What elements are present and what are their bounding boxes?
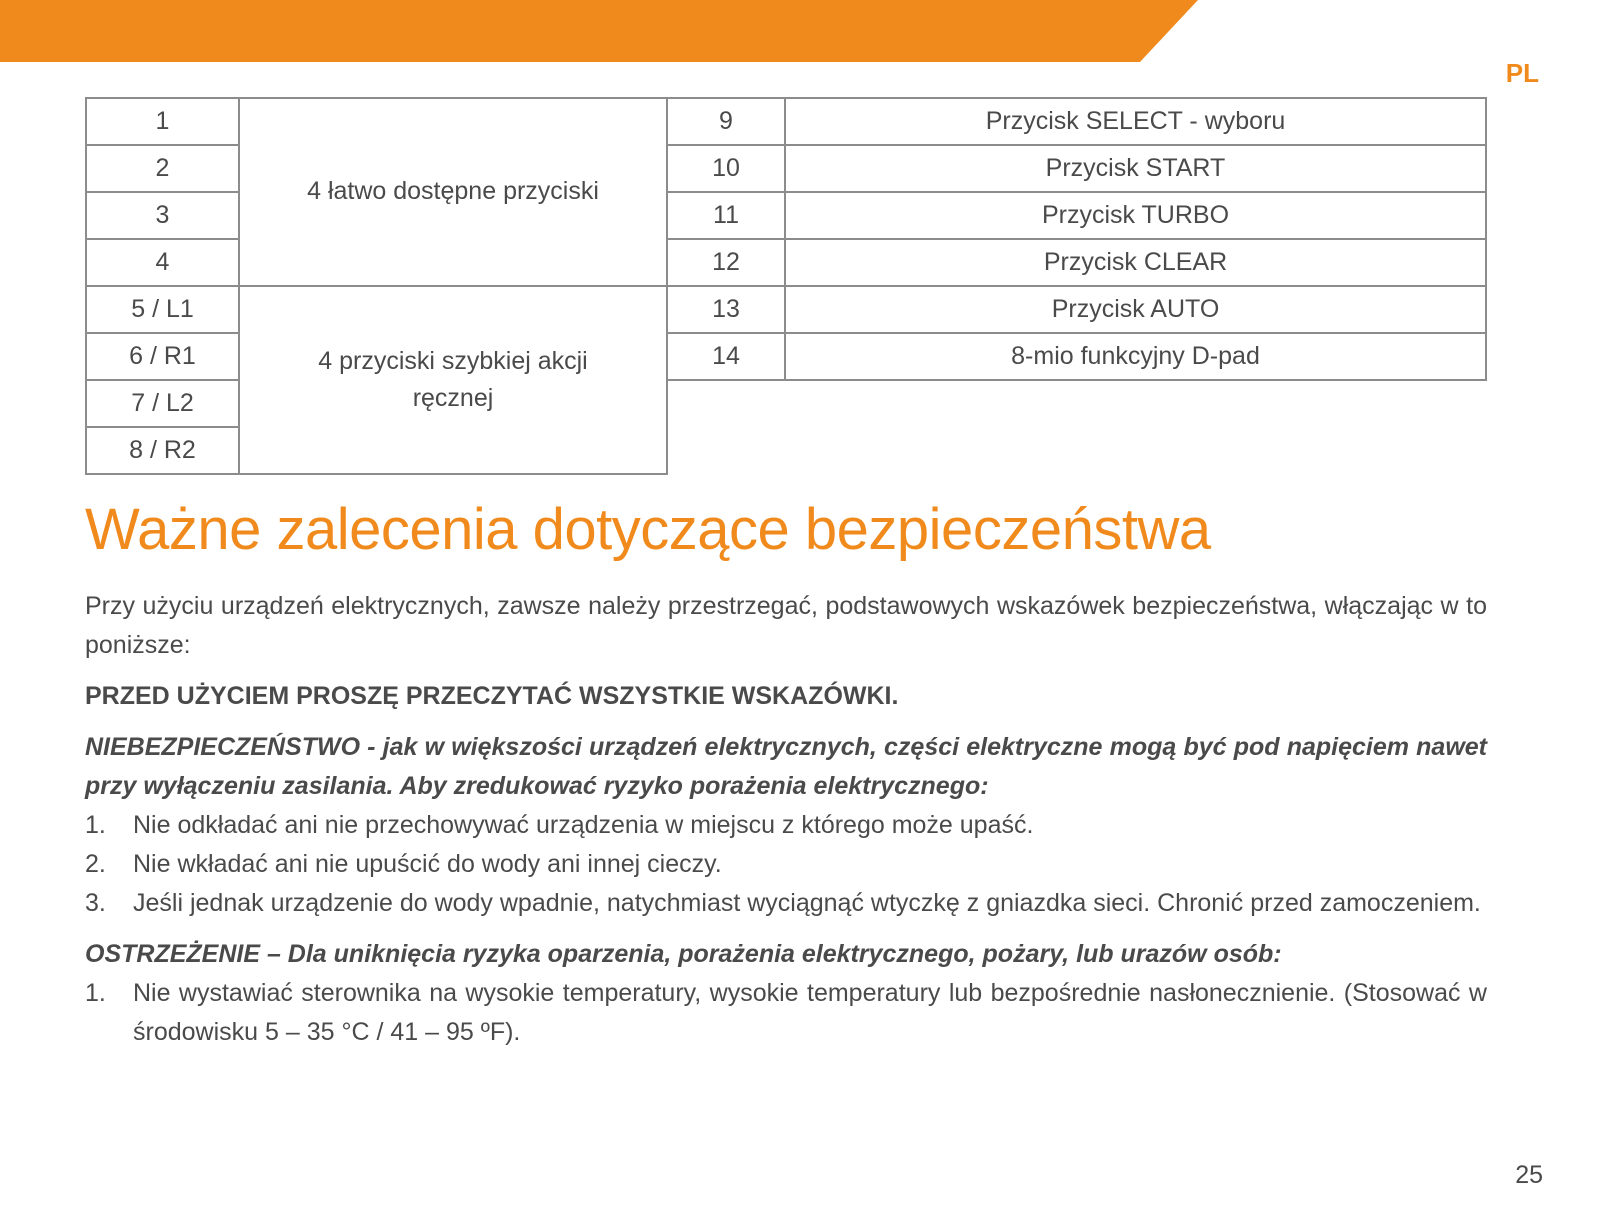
- button-group-description: 4 łatwo dostępne przyciski: [239, 98, 667, 286]
- button-description: Przycisk AUTO: [785, 286, 1486, 333]
- button-number: 12: [667, 239, 785, 286]
- button-number: 4: [86, 239, 239, 286]
- buttons-table-right: [666, 97, 1487, 381]
- button-number: 8 / R2: [86, 427, 239, 474]
- button-number: 13: [667, 286, 785, 333]
- button-number: 10: [667, 145, 785, 192]
- list-item-text: Nie wkładać ani nie upuścić do wody ani innej cieczy.: [133, 850, 722, 878]
- warning-notice: OSTRZEŻENIE – Dla uniknięcia ryzyka oparzenia, porażenia elektrycznego, pożary, lub urazów osób:: [85, 940, 1282, 968]
- table-row: [667, 98, 1486, 145]
- button-number: 5 / L1: [86, 286, 239, 333]
- danger-list: [85, 806, 1487, 923]
- buttons-table-left: [85, 97, 668, 475]
- button-number: 11: [667, 192, 785, 239]
- warning-list: [85, 974, 1487, 1052]
- table-row: [667, 333, 1486, 380]
- table-row: [86, 98, 667, 145]
- list-item: [85, 806, 1487, 845]
- button-description: Przycisk SELECT - wyboru: [785, 98, 1486, 145]
- table-row: [667, 192, 1486, 239]
- button-description: 8-mio funkcyjny D-pad: [785, 333, 1486, 380]
- table-row: [667, 239, 1486, 286]
- list-item-text: Jeśli jednak urządzenie do wody wpadnie, natychmiast wyciągnąć wtyczkę z gniazdka sieci. Chronić przed zamoczeniem.: [133, 889, 1481, 917]
- button-description: Przycisk CLEAR: [785, 239, 1486, 286]
- section-title: Ważne zalecenia dotyczące bezpieczeństwa: [85, 497, 1211, 562]
- list-item: [85, 845, 1487, 884]
- list-item-number: 1.: [85, 979, 106, 1007]
- button-number: 9: [667, 98, 785, 145]
- button-number: 1: [86, 98, 239, 145]
- list-item-text: Nie wystawiać sterownika na wysokie temperatury, wysokie temperatury lub bezpośrednie nasłonecznienie. (Stosować w środowisku 5 – 35 °C / 41 – 95 ºF).: [133, 979, 1487, 1046]
- button-number: 6 / R1: [86, 333, 239, 380]
- button-number: 14: [667, 333, 785, 380]
- danger-notice: NIEBEZPIECZEŃSTWO - jak w większości urządzeń elektrycznych, części elektryczne mogą być pod napięciem nawet przy wyłączeniu zasilania. Aby zredukować ryzyko porażenia elektrycznego:: [85, 733, 1487, 800]
- table-row: [667, 145, 1486, 192]
- page-number: 25: [1515, 1161, 1543, 1189]
- list-item: [85, 884, 1487, 923]
- read-all-notice: PRZED UŻYCIEM PROSZĘ PRZECZYTAĆ WSZYSTKIE WSKAZÓWKI.: [85, 682, 899, 710]
- intro-paragraph: Przy użyciu urządzeń elektrycznych, zawsze należy przestrzegać, podstawowych wskazówek bezpieczeństwa, włączając w to poniższe:: [85, 592, 1487, 659]
- button-description: Przycisk TURBO: [785, 192, 1486, 239]
- table-row: [667, 286, 1486, 333]
- language-label: PL: [1505, 58, 1539, 88]
- list-item: [85, 974, 1487, 1052]
- button-number: 7 / L2: [86, 380, 239, 427]
- list-item-text: Nie odkładać ani nie przechowywać urządzenia w miejscu z którego może upaść.: [133, 811, 1034, 839]
- button-number: 2: [86, 145, 239, 192]
- button-number: 3: [86, 192, 239, 239]
- list-item-number: 1.: [85, 811, 106, 839]
- button-description: Przycisk START: [785, 145, 1486, 192]
- table-row: [86, 286, 667, 333]
- safety-content: [85, 587, 1487, 1064]
- list-item-number: 2.: [85, 850, 106, 878]
- button-group-description: 4 przyciski szybkiej akcji ręcznej: [239, 286, 667, 474]
- list-item-number: 3.: [85, 889, 106, 917]
- header-banner: [0, 0, 1601, 62]
